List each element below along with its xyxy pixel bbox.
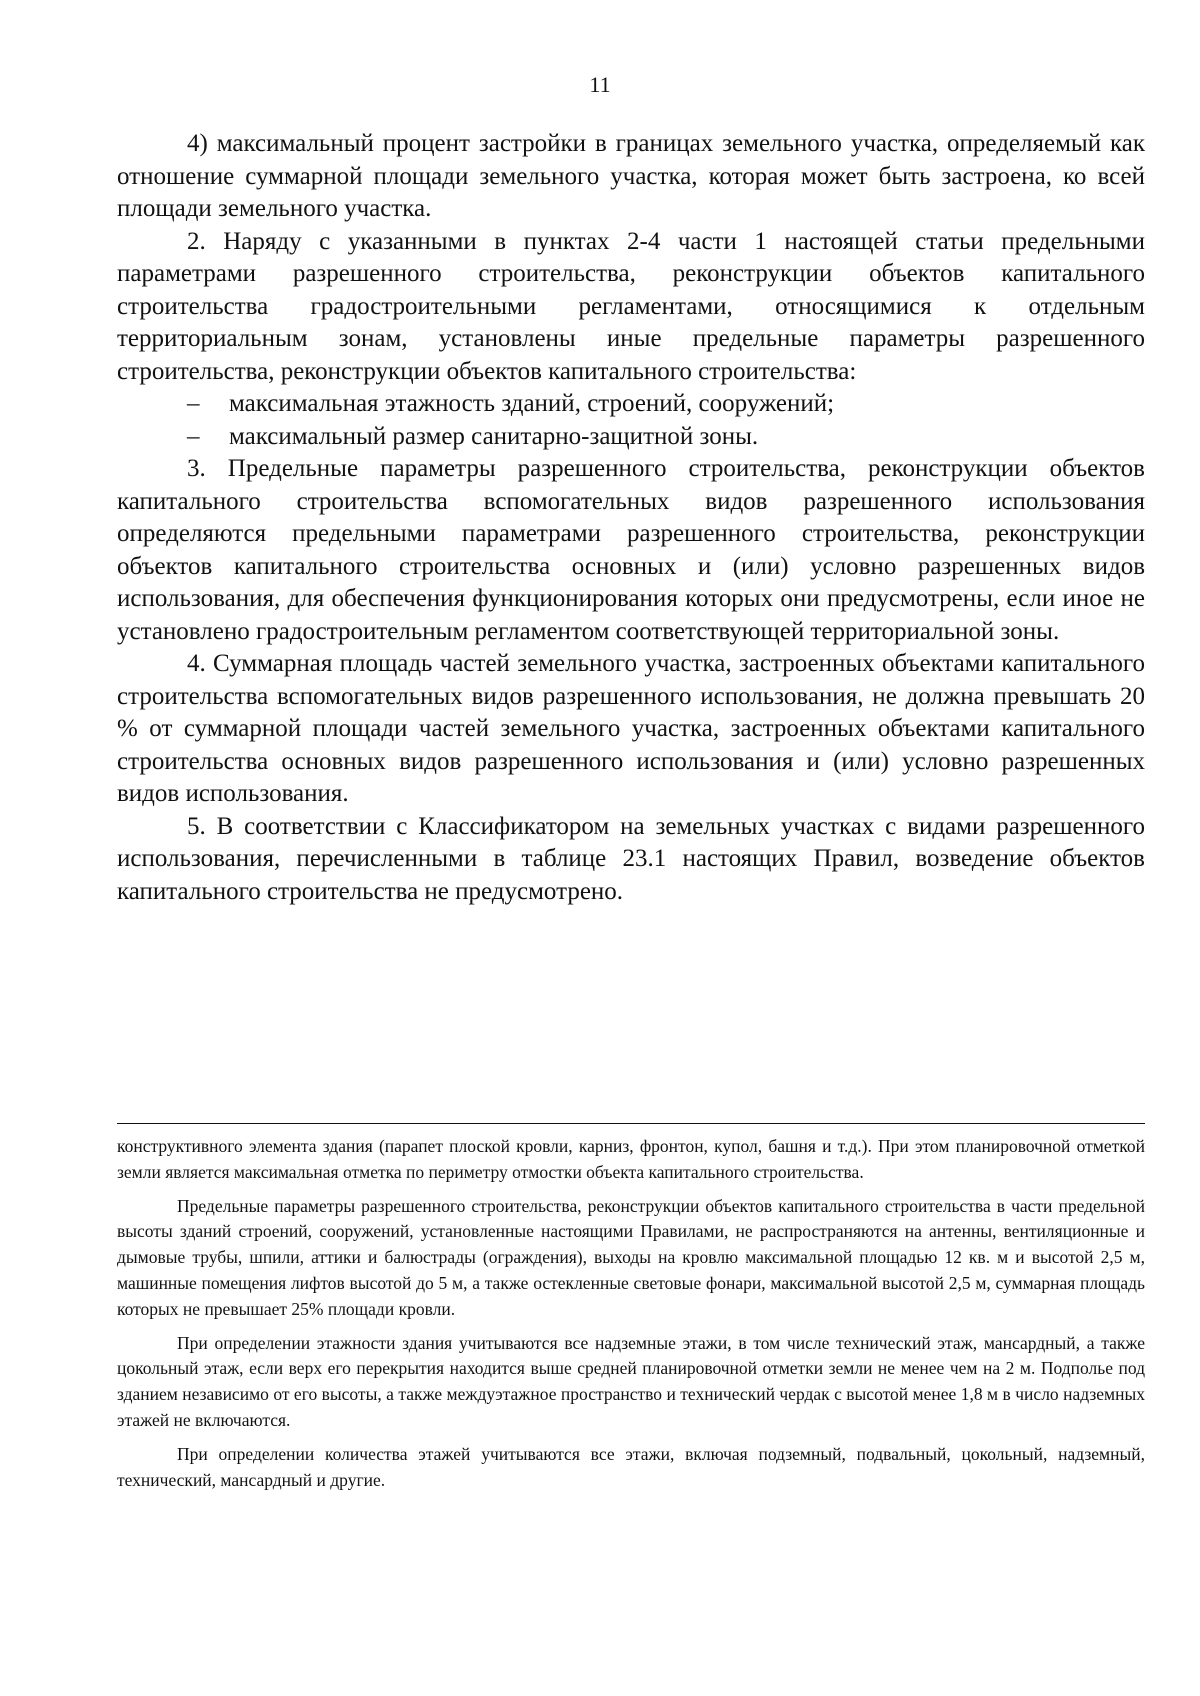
paragraph-5: 5. В соответствии с Классификатором на земельных участках с видами разрешенного использования, перечисленными в таблице 23.1 настоящих Правил, возведение объектов капитального строительства не предусмотрено. [117, 812, 1145, 905]
footnote-floor-count: При определении количества этажей учитываются все этажи, включая подземный, подвальный, цокольный, надземный, технический, мансардный и другие. [117, 1443, 1145, 1490]
footnote-height-limits: Предельные параметры разрешенного строительства, реконструкции объектов капитального строительства в части предельной высоты зданий строений, сооружений, установленные настоящими Правилами, не распространяются на антенны, вентиляционные и дымовые трубы, шпили, аттики и балюстрады (ограждения), выходы на кровлю максимальной площадью 12 кв. м и высотой 2,5 м, машинные помещения лифтов высотой до 5 м, а также остекленные световые фонари, максимальной высотой 2,5 м, суммарная площадь которых не превышает 25% площади кровли. [117, 1195, 1145, 1319]
paragraph-4: 4. Суммарная площадь частей земельного участка, застроенных объектами капитального строительства вспомогательных видов разрешенного использования, не должна превышать 20 % от суммарной площади частей земельного участка, застроенных объектами капитального строительства основных видов разрешенного использования и (или) условно разрешенных видов использования. [117, 650, 1145, 807]
footnotes [117, 1134, 1145, 1501]
dash-list-item-text: максимальный размер санитарно-защитной зоны. [229, 422, 759, 450]
footnote-storeys: При определении этажности здания учитываются все надземные этажи, в том числе технический этаж, мансардный, а также цокольный этаж, если верх его перекрытия находится выше средней планировочной отметки земли не менее чем на 2 м. Подполье под зданием независимо от его высоты, а также междуэтажное пространство и технический чердак с высотой менее 1,8 м в число надземных этажей не включаются. [117, 1332, 1145, 1430]
dash-bullet: – [187, 422, 200, 450]
dash-bullet: – [187, 390, 200, 417]
page-number: 11 [589, 72, 611, 97]
footnote-separator [117, 1123, 1145, 1124]
paragraph-2: 2. Наряду с указанными в пунктах 2-4 части 1 настоящей статьи предельными параметрами разрешенного строительства, реконструкции объектов капитального строительства градостроительными регламентами, относящимися к отдельным территориальным зонам, установлены иные предельные параметры разрешенного строительства, реконструкции объектов капитального строительства: [117, 227, 1145, 385]
paragraph-3: 3. Предельные параметры разрешенного строительства, реконструкции объектов капитального строительства вспомогательных видов разрешенного использования определяются предельными параметрами разрешенного строительства, реконструкции объектов капитального строительства основных и (или) условно разрешенных видов использования, для обеспечения функционирования которых они предусмотрены, если иное не установлено градостроительным регламентом соответствующей территориальной зоны. [117, 455, 1145, 645]
dash-list-item-text: максимальная этажность зданий, строений, сооружений; [229, 390, 835, 417]
paragraph-item-4: 4) максимальный процент застройки в границах земельного участка, определяемый как отношение суммарной площади земельного участка, которая может быть застроена, ко всей площади земельного участка. [117, 130, 1145, 222]
dash-list-item [187, 388, 1145, 421]
footnote-continuation: конструктивного элемента здания (парапет плоской кровли, карниз, фронтон, купол, башня и т.д.). При этом планировочной отметкой земли является максимальная отметка по периметру отмостки объекта капитального строительства. [117, 1136, 1145, 1182]
dash-list-item [187, 421, 1145, 454]
main-text [117, 128, 1145, 908]
